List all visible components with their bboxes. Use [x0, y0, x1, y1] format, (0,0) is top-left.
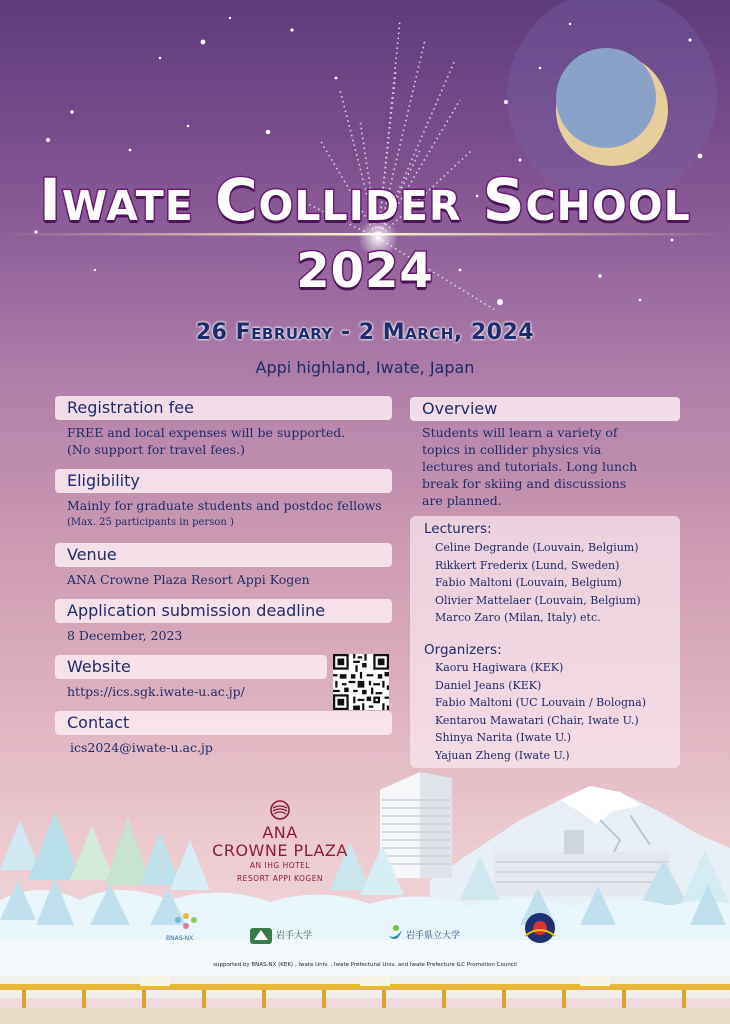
ana-crowne-plaza-logo [200, 800, 360, 883]
overview-line: lectures and tutorials. Long lunch [422, 459, 638, 474]
registration-fee-text [67, 424, 397, 458]
organizer-item: Kaoru Hagiwara (KEK) [435, 661, 564, 674]
lecturer-item: Olivier Mattelaer (Louvain, Belgium) [435, 593, 641, 607]
lecturer-item: Celine Degrande (Louvain, Belgium) [435, 541, 639, 554]
ana-resort: RESORT APPI KOGEN [236, 874, 324, 883]
overview-heading: Overview [410, 397, 680, 421]
lecturers-label: Lecturers: [424, 521, 492, 537]
lecturers-list [435, 539, 641, 627]
contact-email[interactable]: ics2024@iwate-u.ac.jp [70, 740, 213, 755]
deadline-text: 8 December, 2023 [67, 628, 183, 643]
organizer-item: Fabio Maltoni (UC Louvain / Bologna) [435, 696, 646, 710]
ana-name-line2: CROWNE PLAZA [212, 841, 348, 860]
eligibility-note: (Max. 25 participants in person ) [67, 517, 234, 528]
deadline-heading: Application submission deadline [55, 599, 392, 623]
ana-crowne-plaza-logo-icon [268, 800, 292, 820]
hotel-tower [380, 772, 452, 878]
organizers-list [435, 659, 646, 765]
registration-fee-line: FREE and local expenses will be supported. [67, 425, 346, 440]
overview-line: are planned. [422, 493, 502, 508]
page-year: 2024 [296, 243, 434, 299]
support-text: supported by BNAS-NX (KEK) , Iwate Univ. , Iwate Prefectural Univ. and Iwate Prefecture ILC Promotion Council [213, 962, 517, 968]
lecturer-item: Fabio Maltoni (Louvain, Belgium) [435, 576, 622, 590]
eligibility-text [67, 497, 397, 531]
venue-heading: Venue [55, 543, 392, 567]
event-location: Appi highland, Iwate, Japan [255, 358, 475, 377]
organizer-item: Yajuan Zheng (Iwate U.) [435, 748, 570, 762]
ana-name-line1: ANA [262, 823, 298, 842]
lecturer-item: Rikkert Frederix (Lund, Sweden) [435, 558, 620, 572]
organizers-label: Organizers: [424, 642, 502, 658]
qr-code-icon[interactable] [333, 654, 389, 710]
overview-line: topics in collider physics via [422, 442, 602, 457]
bnas-nx-caption: BNAS-NX [166, 935, 194, 942]
snow-ground [0, 940, 730, 980]
eligibility-heading: Eligibility [55, 469, 392, 493]
eligibility-line: Mainly for graduate students and postdoc fellows [67, 498, 382, 513]
ilc-council-logo-icon [525, 913, 555, 943]
overview-line: Students will learn a variety of [422, 425, 618, 440]
iwate-univ-logo-icon [250, 928, 272, 944]
website-link[interactable]: https://ics.sgk.iwate-u.ac.jp/ [67, 684, 245, 699]
event-dates: 26 February - 2 March, 2024 [195, 320, 535, 345]
website-heading: Website [55, 655, 327, 679]
ana-sub: AN IHG HOTEL [249, 861, 311, 870]
registration-fee-heading: Registration fee [55, 396, 392, 420]
iwate-pref-univ-caption: 岩手県立大学 [406, 931, 461, 941]
contact-heading: Contact [55, 711, 392, 735]
organizer-item: Daniel Jeans (KEK) [435, 678, 542, 692]
organizer-item: Kentarou Mawatari (Chair, Iwate U.) [435, 713, 639, 727]
winter-scene [0, 760, 730, 1024]
overview-line: break for skiing and discussions [422, 476, 627, 491]
page-title: Iwate Collider School [39, 166, 691, 234]
venue-text: ANA Crowne Plaza Resort Appi Kogen [67, 572, 310, 587]
lecturer-item: Marco Zaro (Milan, Italy) etc. [435, 611, 601, 625]
overview-text [422, 424, 672, 509]
organizer-item: Shinya Narita (Iwate U.) [435, 731, 572, 745]
railing [0, 976, 730, 1024]
registration-fee-note: (No support for travel fees.) [67, 442, 245, 457]
iwate-univ-caption: 岩手大学 [276, 931, 313, 941]
